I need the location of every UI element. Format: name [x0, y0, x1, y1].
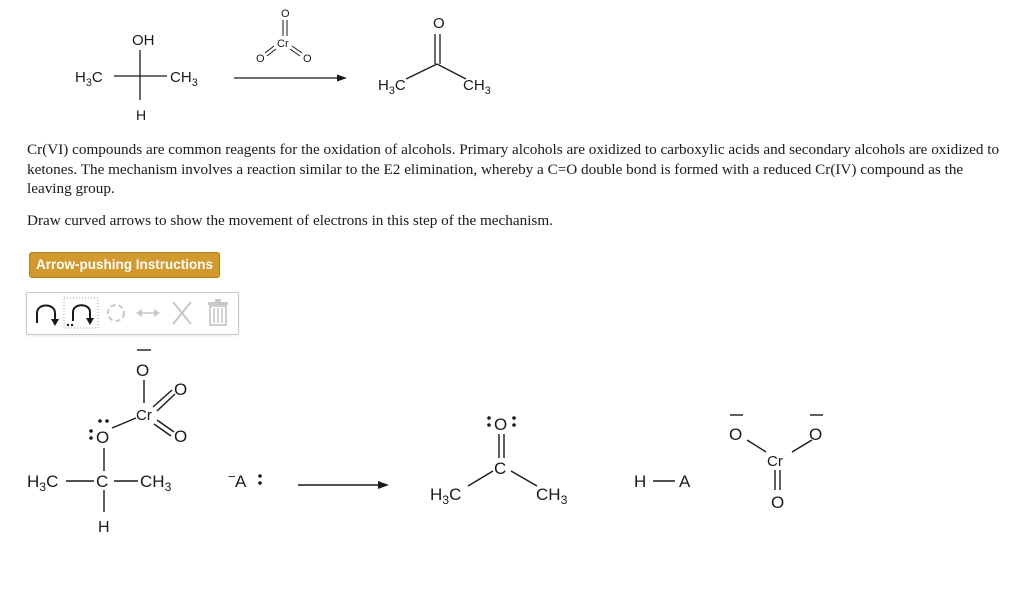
- ketone-carbon: C: [494, 459, 507, 478]
- oxidation-scheme: [60, 0, 540, 130]
- ketone-oxygen: O: [494, 415, 508, 434]
- problem-description: Cr(VI) compounds are common reagents for the oxidation of alcohols. Primary alcohols are oxidized to carboxylic acids and secondary alcohols are oxidized to ketones. The mechanism involves a reaction similar to the E2 elimination, whereby a C=O double bond is formed with a reduced Cr(IV) compound as the leaving group.: [27, 141, 1000, 197]
- reagent-oxygen-top: O: [281, 8, 290, 20]
- chromium-atom: Cr: [136, 407, 152, 424]
- base-charge: −: [228, 469, 236, 484]
- mechanism-canvas: [0, 340, 1024, 540]
- chromate-oxygen-lower-right: O: [174, 427, 188, 446]
- acid-atom: A: [679, 472, 691, 491]
- ketone-methyl-right: $CH_3$: [536, 485, 568, 507]
- cr-product-oxygen-right: O: [809, 425, 823, 444]
- cr-product-oxygen-bottom: O: [771, 493, 785, 512]
- chromate-oxygen-top: O: [136, 361, 150, 380]
- cr-product-chromium: Cr: [767, 453, 783, 470]
- product-methyl-right: $CH_3$: [463, 77, 491, 97]
- reagent-oxygen-right: O: [303, 53, 312, 65]
- cr-product-oxygen-left: O: [729, 425, 743, 444]
- methyl-left-label: $H_3C$: [75, 69, 103, 89]
- problem-prompt: Draw curved arrows to show the movement of electrons in this step of the mechanism.: [27, 212, 553, 229]
- ketone-methyl-left: $H_3C$: [430, 485, 462, 507]
- hydrogen-label: H: [136, 107, 147, 123]
- trash-icon[interactable]: [203, 297, 233, 329]
- hydroxyl-label: OH: [132, 32, 155, 49]
- methyl-right-label: $CH_3$: [170, 69, 198, 89]
- conjugate-acid-product[interactable]: [634, 472, 691, 491]
- alpha-hydrogen: H: [98, 519, 110, 536]
- acid-hydrogen: H: [634, 472, 647, 491]
- single-electron-arrow-icon[interactable]: [63, 297, 99, 329]
- radical-circle-icon[interactable]: [101, 297, 131, 329]
- cro3-reagent: [256, 8, 312, 65]
- reagent-oxygen-left: O: [256, 53, 265, 65]
- close-x-icon[interactable]: [167, 297, 197, 329]
- reactant-methyl-left: $H_3C$: [27, 472, 59, 494]
- reactant-methyl-right: $CH_3$: [140, 472, 172, 494]
- mechanism-reaction-arrow: [298, 481, 389, 489]
- arrow-pushing-instructions-button[interactable]: Arrow-pushing Instructions: [29, 252, 220, 278]
- chromium-iv-product[interactable]: [729, 415, 823, 512]
- ketone-product-mech[interactable]: [430, 415, 568, 507]
- drawing-toolbar: [26, 292, 239, 335]
- ketone-product: [378, 15, 491, 97]
- central-carbon: C: [96, 472, 109, 491]
- alcohol-reactant: [75, 32, 198, 123]
- chromate-oxygen-upper-right: O: [174, 380, 188, 399]
- carbonyl-oxygen: O: [433, 15, 445, 32]
- chromate-ester-reactant[interactable]: [27, 350, 187, 536]
- base-atom: A: [235, 472, 247, 491]
- ester-oxygen: O: [96, 428, 110, 447]
- product-methyl-left: $H_3C$: [378, 77, 406, 97]
- curved-arrow-icon[interactable]: [31, 297, 61, 329]
- resonance-arrow-icon[interactable]: [133, 297, 163, 329]
- base-reactant[interactable]: [228, 469, 262, 491]
- reaction-arrow: [234, 75, 347, 82]
- reagent-chromium: Cr: [277, 38, 289, 50]
